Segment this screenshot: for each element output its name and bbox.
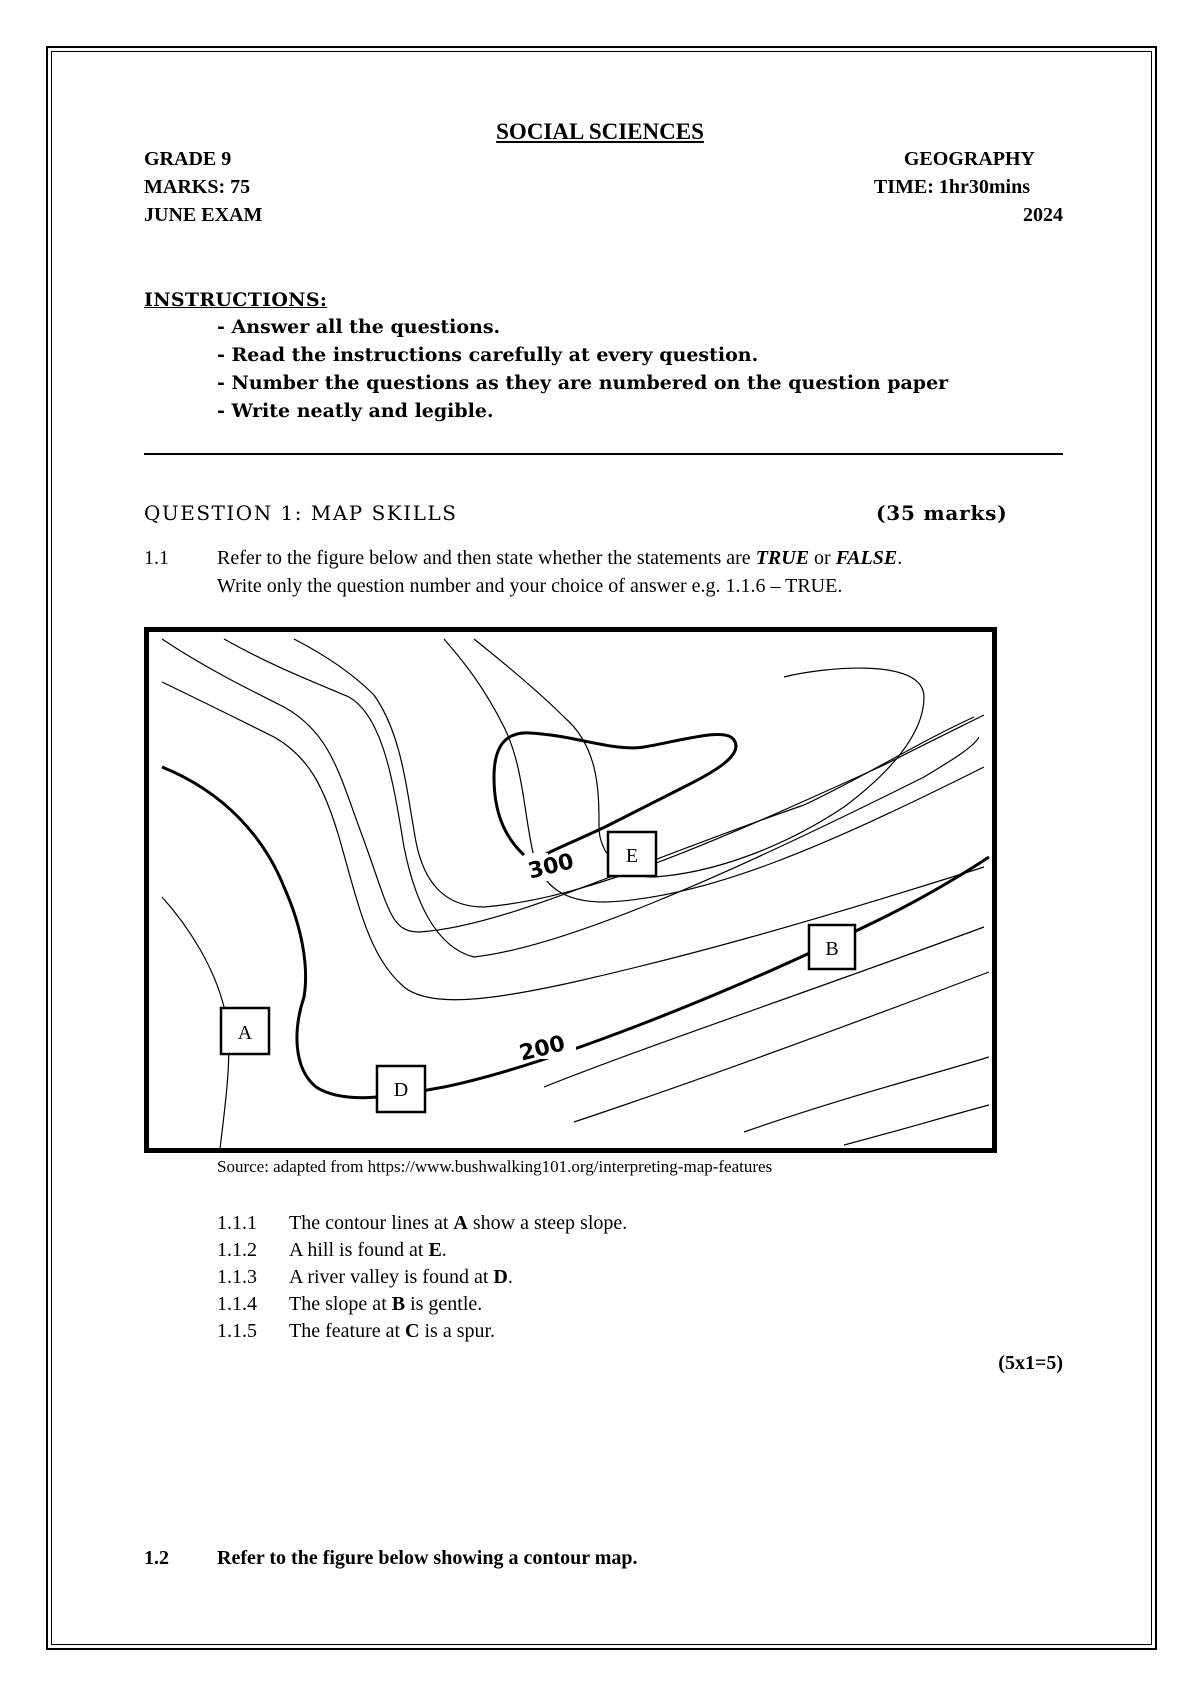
instruction-item: - Write neatly and legible. xyxy=(217,400,494,422)
question-1-title: QUESTION 1: MAP SKILLS xyxy=(144,501,458,525)
horizontal-rule xyxy=(144,453,1063,455)
label-box-d xyxy=(377,1066,425,1112)
statement-text: The slope at B is gentle. xyxy=(289,1293,483,1315)
instruction-item: - Read the instructions carefully at every question. xyxy=(217,344,759,366)
question-number: 1.2 xyxy=(144,1547,169,1569)
label-box-e xyxy=(608,832,656,876)
question-1-2-text: Refer to the figure below showing a contour map. xyxy=(217,1547,638,1569)
contour-map-figure xyxy=(144,627,997,1153)
contour-line xyxy=(224,639,979,957)
question-1-marks: (35 marks) xyxy=(876,501,1008,525)
instruction-item: - Answer all the questions. xyxy=(217,316,501,338)
svg-text:E: E xyxy=(625,845,639,867)
svg-text:B: B xyxy=(825,938,839,960)
statement-text: A river valley is found at D. xyxy=(289,1266,513,1288)
statement-text: The contour lines at A show a steep slope. xyxy=(289,1212,628,1234)
marks-label: MARKS: 75 xyxy=(144,176,251,198)
contour-label-200: 200 xyxy=(517,1031,568,1067)
label-box-b xyxy=(809,925,855,969)
statement-number: 1.1.2 xyxy=(217,1239,257,1261)
label-box-a xyxy=(221,1008,269,1054)
instructions-heading: INSTRUCTIONS: xyxy=(144,289,328,311)
statement-number: 1.1.3 xyxy=(217,1266,257,1288)
figure-source: Source: adapted from https://www.bushwalking101.org/interpreting-map-features xyxy=(217,1157,773,1176)
contour-line xyxy=(474,639,924,877)
statement-number: 1.1.4 xyxy=(217,1293,257,1315)
statement-number: 1.1.1 xyxy=(217,1212,257,1234)
contour-line xyxy=(544,927,984,1087)
year-label: 2024 xyxy=(1023,204,1063,226)
contour-line xyxy=(844,1105,989,1145)
page-title: SOCIAL SCIENCES xyxy=(496,119,704,144)
question-1-1-instruction: Write only the question number and your choice of answer e.g. 1.1.6 – TRUE. xyxy=(217,575,843,597)
map-frame xyxy=(147,630,995,1151)
contour-label-300: 300 xyxy=(525,849,577,885)
question-number: 1.1 xyxy=(144,547,169,569)
svg-text:D: D xyxy=(393,1079,409,1101)
contour-line xyxy=(574,972,989,1122)
svg-text:A: A xyxy=(237,1022,253,1044)
contour-line xyxy=(744,1057,989,1132)
question-1-1-text: Refer to the figure below and then state whether the statements are TRUE or FALSE. xyxy=(217,547,903,569)
marks-total: (5x1=5) xyxy=(998,1352,1063,1374)
subject-label: GEOGRAPHY xyxy=(903,148,1035,170)
exam-label: JUNE EXAM xyxy=(144,204,263,226)
grade-label: GRADE 9 xyxy=(144,148,232,170)
instruction-item: - Number the questions as they are numbered on the question paper xyxy=(217,372,949,394)
time-label: TIME: 1hr30mins xyxy=(873,176,1030,198)
statement-text: The feature at C is a spur. xyxy=(289,1320,496,1342)
statement-text: A hill is found at E. xyxy=(289,1239,447,1261)
contour-line xyxy=(162,897,229,1149)
statement-number: 1.1.5 xyxy=(217,1320,257,1342)
